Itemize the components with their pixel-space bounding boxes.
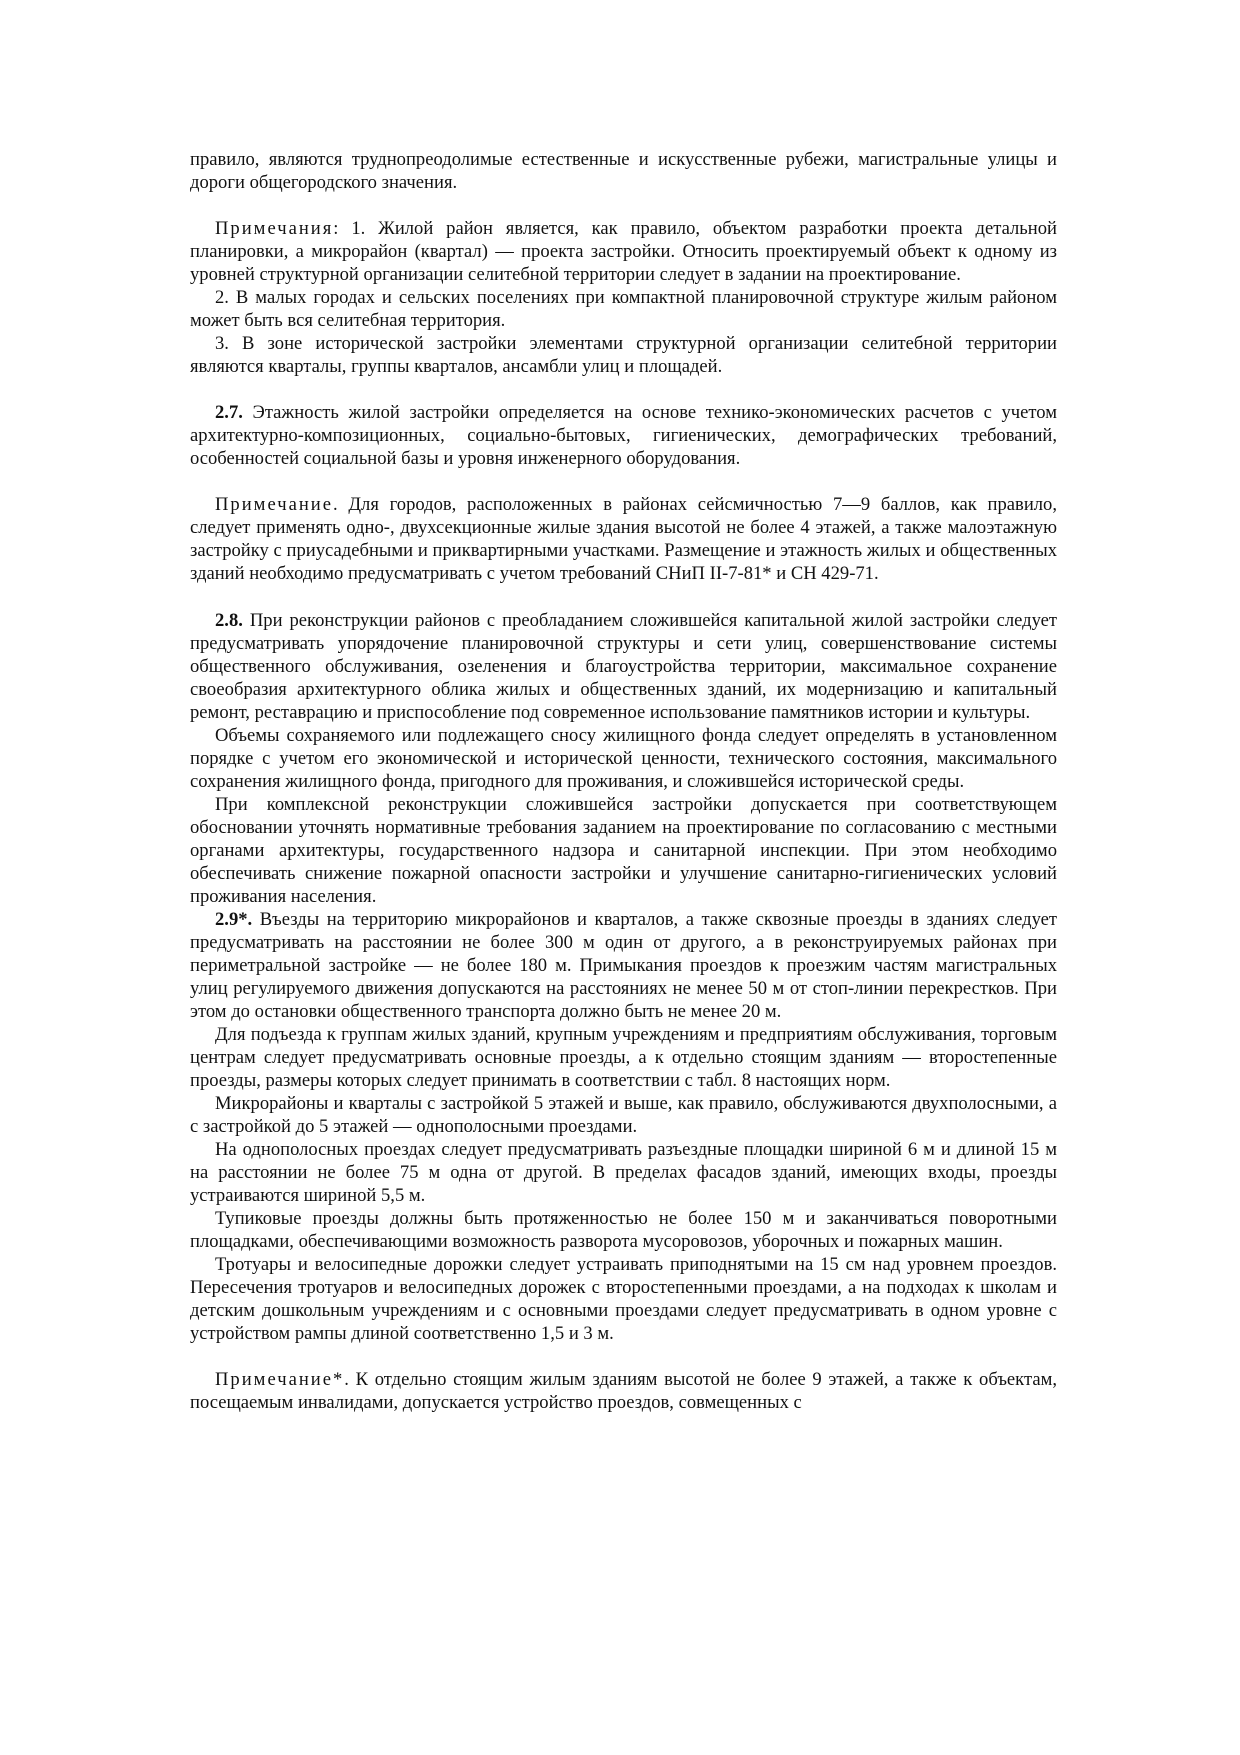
note-label: Примечание* [215, 1369, 345, 1390]
note-1-paragraph [190, 217, 1057, 286]
note-text: . К отдельно стоящим жилым зданиям высотой не более 9 этажей, а также к объектам, посещаемым инвалидами, допускается устройство проездов, совмещенных с [190, 1369, 1057, 1413]
note-label: Примечание [215, 494, 333, 515]
note-2-paragraph [190, 493, 1057, 585]
document-body [190, 148, 1057, 1414]
section-2-8-paragraph-2: Объемы сохраняемого или подлежащего сносу жилищного фонда следует определять в установленном порядке с учетом его экономической и исторической ценности, технического состояния, максимального сохранения жилищного фонда, пригодного для проживания, и сложившейся исторической среды. [190, 725, 1057, 792]
note-1-item-3: 3. В зоне исторической застройки элементами структурной организации селитебной территории являются кварталы, группы кварталов, ансамбли улиц и площадей. [190, 333, 1057, 377]
section-2-9-paragraph-6: Тротуары и велосипедные дорожки следует устраивать приподнятыми на 15 см над уровнем проездов. Пересечения тротуаров и велосипедных дорожек с второстепенными проездами, а на подходах к школам и детским дошкольным учреждениям и с основными проездами следует предусматривать в одном уровне с устройством рампы длиной соответственно 1,5 и 3 м. [190, 1254, 1057, 1344]
section-number: 2.8. [215, 610, 243, 631]
note-3-paragraph [190, 1368, 1057, 1414]
section-2-9-paragraph-3: Микрорайоны и кварталы с застройкой 5 этажей и выше, как правило, обслуживаются двухполосными, а с застройкой до 5 этажей — однополосными проездами. [190, 1093, 1057, 1137]
note-text: . Для городов, расположенных в районах сейсмичностью 7—9 баллов, как правило, следует применять одно-, двухсекционные жилые здания высотой не более 4 этажей, а также малоэтажную застройку с приусадебными и приквартирными участками. Размещение и этажность жилых и общественных зданий необходимо предусматривать с учетом требований СНиП II-7-81* и СН 429-71. [190, 494, 1057, 584]
section-2-7 [190, 401, 1057, 470]
note-text: : 1. Жилой район является, как правило, объектом разработки проекта детальной планировки, а микрорайон (квартал) — проекта застройки. Относить проектируемый объект к одному из уровней структурной организации селитебной территории следует в задании на проектирование. [190, 218, 1057, 285]
note-label: Примечания [215, 218, 334, 239]
section-2-9-paragraph-4: На однополосных проездах следует предусматривать разъездные площадки шириной 6 м и длиной 15 м на расстоянии не более 75 м одна от другой. В пределах фасадов зданий, имеющих входы, проезды устраиваются шириной 5,5 м. [190, 1139, 1057, 1206]
section-text: Въезды на территорию микрорайонов и кварталов, а также сквозные проезды в зданиях следует предусматривать на расстоянии не более 300 м один от другого, а в реконструируемых районах при периметральной застройке — не более 180 м. Примыкания проездов к проезжим частям магистральных улиц регулируемого движения допускаются на расстояниях не менее 50 м от стоп-линии перекрестков. При этом до остановки общественного транспорта должно быть не менее 20 м. [190, 909, 1057, 1022]
section-2-9-paragraph-5: Тупиковые проезды должны быть протяженностью не более 150 м и заканчиваться поворотными площадками, обеспечивающими возможность разворота мусоровозов, уборочных и пожарных машин. [190, 1208, 1057, 1252]
section-2-8-paragraph-3: При комплексной реконструкции сложившейся застройки допускается при соответствующем обосновании уточнять нормативные требования заданием на проектирование по согласованию с местными органами архитектуры, государственного надзора и санитарной инспекции. При этом необходимо обеспечивать снижение пожарной опасности застройки и улучшение санитарно-гигиенических условий проживания населения. [190, 794, 1057, 907]
section-text: При реконструкции районов с преобладанием сложившейся капитальной жилой застройки следует предусматривать упорядочение планировочной структуры и сети улиц, совершенствование системы общественного обслуживания, озеленения и благоустройства территории, максимальное сохранение своеобразия архитектурного облика жилых и общественных зданий, их модернизацию и капитальный ремонт, реставрацию и приспособление под современное использование памятников истории и культуры. [190, 610, 1057, 723]
section-2-8 [190, 609, 1057, 724]
section-number: 2.9*. [215, 909, 253, 930]
section-2-9-paragraph-2: Для подъезда к группам жилых зданий, крупным учреждениям и предприятиям обслуживания, торговым центрам следует предусматривать основные проезды, а к отдельно стоящим зданиям — второстепенные проезды, размеры которых следует принимать в соответствии с табл. 8 настоящих норм. [190, 1024, 1057, 1091]
paragraph-intro: правило, являются труднопреодолимые естественные и искусственные рубежи, магистральные улицы и дороги общегородского значения. [190, 149, 1057, 193]
section-number: 2.7. [215, 402, 243, 423]
note-1-item-2: 2. В малых городах и сельских поселениях при компактной планировочной структуре жилым районом может быть вся селитебная территория. [190, 287, 1057, 331]
section-text: Этажность жилой застройки определяется на основе технико-экономических расчетов с учетом архитектурно-композиционных, социально-бытовых, гигиенических, демографических требований, особенностей социальной базы и уровня инженерного оборудования. [190, 402, 1057, 469]
section-2-9 [190, 908, 1057, 1023]
